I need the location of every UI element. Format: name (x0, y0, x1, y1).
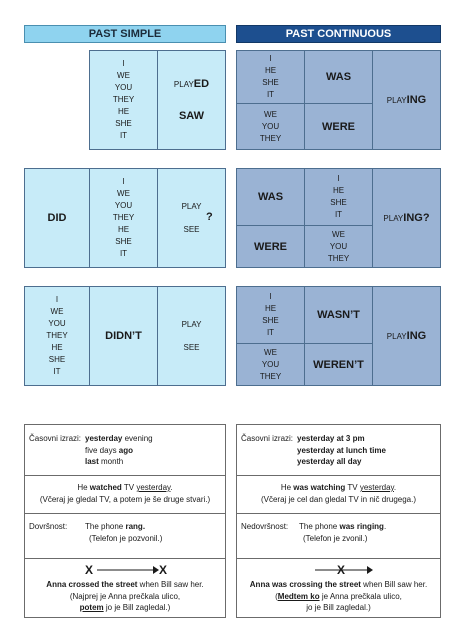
past-simple-notes (24, 424, 226, 618)
ps-neg-didnt: DIDN’T (89, 286, 158, 386)
past-simple-header: PAST SIMPLE (24, 25, 226, 43)
pc-neg-werent: WEREN’T (304, 343, 373, 386)
pc-q-were: WERE (236, 225, 305, 268)
pc-neg-pronouns-sing: I HE SHE IT (236, 286, 305, 344)
pc-q-verb: PLAYING? (372, 168, 441, 268)
ps-q-did: DID (24, 168, 90, 268)
pc-timeline-sentence: Anna was crossing the street when Bill saw her. (Medtem ko je Anna prečkala ulico, jo je Bill zagledal.) (249, 580, 428, 612)
pc-time-expr-label: Časovni izrazi: (241, 434, 294, 443)
pc-aspect-label: Nedovršnost: (241, 522, 289, 531)
pc-q-pronouns-sing: I HE SHE IT (304, 168, 373, 226)
ps-neg-verbs: PLAY SEE (157, 286, 226, 386)
ps-aspect-example: The phone rang. (Telefon je pozvonil.) (85, 522, 163, 543)
ps-timeline-arrow: X X (85, 563, 168, 577)
ps-q-verbs: PLAY ? SEE (157, 168, 226, 268)
ps-aff-verbs (157, 50, 226, 150)
pc-q-pronouns-plur: WE YOU THEY (304, 225, 373, 268)
pc-aff-pronouns-sing: I HE SHE IT (236, 50, 305, 104)
ps-time-expr-label: Časovni izrazi: (29, 434, 82, 443)
pc-aff-was: WAS (304, 50, 373, 104)
pc-timeline-arrow: X (315, 563, 375, 577)
pc-time-expr-list: yesterday at 3 pm yesterday at lunch time yesterday all day (297, 434, 386, 466)
ps-aff-irregular-verb: SAW (178, 110, 205, 122)
ps-time-expr-list: yesterday evening five days ago last month (85, 434, 153, 466)
pc-aff-verb: PLAYING (372, 50, 441, 150)
pc-neg-pronouns-plur: WE YOU THEY (236, 343, 305, 386)
ps-aff-regular-verb: PLAYED (173, 78, 210, 90)
pc-q-was: WAS (236, 168, 305, 226)
ps-neg-pronouns: I WE YOU THEY HE SHE IT (24, 286, 90, 386)
pc-aspect-example: The phone was ringing. (Telefon je zvonil.) (299, 522, 387, 543)
ps-example-sentence: He watched TV yesterday. (Včeraj je gledal TV, a potem je še druge stvari.) (39, 483, 211, 504)
pc-neg-verb: PLAYING (372, 286, 441, 386)
arrow-right-icon (97, 565, 159, 575)
ps-timeline-sentence: Anna crossed the street when Bill saw her. (Najprej je Anna prečkala ulico, potem jo je Bill zagledal.) (46, 580, 204, 612)
pc-aff-pronouns-plur: WE YOU THEY (236, 103, 305, 150)
ps-aspect-label: Dovršnost: (29, 522, 68, 531)
pc-aff-were: WERE (304, 103, 373, 150)
pc-example-sentence: He was watching TV yesterday. (Včeraj je cel dan gledal TV in nič drugega.) (260, 483, 417, 504)
ps-aff-pronouns: I WE YOU THEY HE SHE IT (89, 50, 158, 150)
pc-neg-wasnt: WASN’T (304, 286, 373, 344)
past-continuous-header: PAST CONTINUOUS (236, 25, 441, 43)
ps-q-pronouns: I WE YOU THEY HE SHE IT (89, 168, 158, 268)
past-continuous-notes (236, 424, 441, 618)
